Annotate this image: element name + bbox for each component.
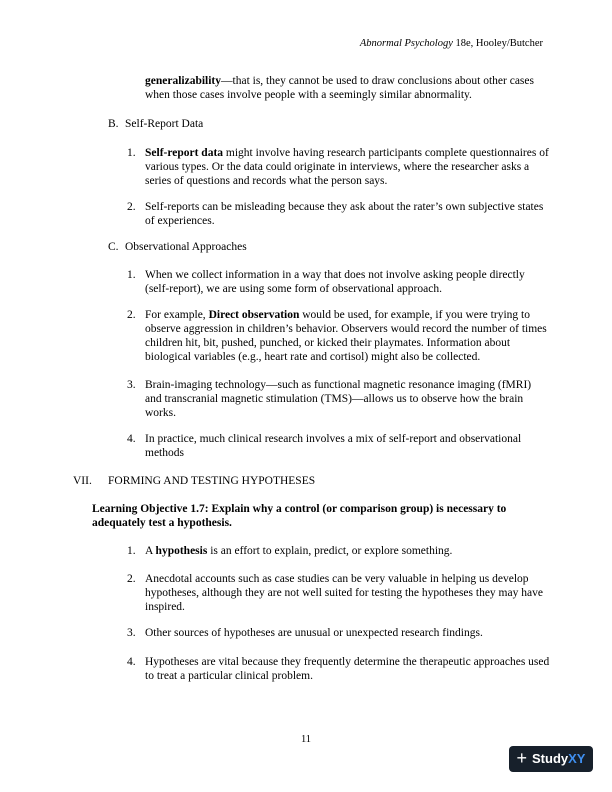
c-item-2-text bbox=[145, 308, 550, 364]
plus-icon: + bbox=[516, 748, 528, 768]
c-item-2-number: 2. bbox=[127, 309, 136, 321]
vii-item-2-number: 2. bbox=[127, 573, 136, 585]
term-direct-observation: Direct observation bbox=[208, 309, 300, 321]
section-b-title: Self-Report Data bbox=[125, 118, 204, 130]
vii-item-1-pre: A bbox=[145, 545, 156, 557]
book-title: Abnormal Psychology bbox=[359, 38, 453, 49]
c-item-2-rest: would be used, for example, if you were trying to observe aggression in children’s behavior. Observers would record the number of times children hit, bit, pushed, punched, or kicked their playmates. Information about biological variables (e.g., heart rate and cortisol) might also be collected. bbox=[145, 309, 547, 363]
continued-text: —that is, they cannot be used to draw conclusions about other cases when those cases involve people with a seemingly similar abnormality. bbox=[145, 75, 534, 101]
studyxy-badge[interactable] bbox=[509, 746, 593, 772]
learning-objective: Learning Objective 1.7: Explain why a control (or comparison group) is necessary to adequately test a hypothesis. bbox=[92, 503, 507, 529]
running-header bbox=[360, 37, 543, 51]
c-item-1-text: When we collect information in a way that does not involve asking people directly (self-report), we are using some form of observational approach. bbox=[145, 269, 525, 295]
vii-item-3-number: 3. bbox=[127, 627, 136, 639]
vii-item-1-number: 1. bbox=[127, 545, 136, 557]
vii-item-3-text: Other sources of hypotheses are unusual or unexpected research findings. bbox=[145, 627, 483, 639]
badge-brand-xy: XY bbox=[568, 751, 586, 766]
badge-label bbox=[532, 752, 585, 766]
section-c-title: Observational Approaches bbox=[125, 241, 247, 253]
c-item-3-number: 3. bbox=[127, 379, 136, 391]
badge-brand-study: Study bbox=[532, 751, 569, 766]
section-b-letter: B. bbox=[108, 118, 119, 130]
c-item-3-text: Brain-imaging technology—such as functional magnetic resonance imaging (fMRI) and transcranial magnetic stimulation (TMS)—allows us to observe how the brain works. bbox=[145, 379, 532, 419]
vii-item-1-rest: is an effort to explain, predict, or explore something. bbox=[207, 545, 453, 557]
b-item-2-number: 2. bbox=[127, 201, 136, 213]
b-item-1-number: 1. bbox=[127, 147, 136, 159]
vii-item-4-number: 4. bbox=[127, 656, 136, 668]
c-item-4-text: In practice, much clinical research involves a mix of self-report and observational methods bbox=[145, 433, 522, 459]
c-item-1-number: 1. bbox=[127, 269, 136, 281]
vii-item-1-text bbox=[145, 544, 550, 558]
c-item-2-pre: For example, bbox=[145, 309, 209, 321]
b-item-2-text: Self-reports can be misleading because they ask about the rater’s own subjective states of experiences. bbox=[145, 201, 544, 227]
term-hypothesis: hypothesis bbox=[155, 545, 208, 557]
page-number: 11 bbox=[300, 734, 312, 745]
section-c-letter: C. bbox=[108, 241, 119, 253]
b-item-1-text bbox=[145, 146, 550, 188]
c-item-4-number: 4. bbox=[127, 433, 136, 445]
section-vii-title: FORMING AND TESTING HYPOTHESES bbox=[108, 475, 316, 487]
term-self-report-data: Self-report data bbox=[145, 147, 224, 159]
continued-paragraph bbox=[145, 74, 550, 102]
vii-item-4-text: Hypotheses are vital because they frequently determine the therapeutic approaches used to treat a particular clinical problem. bbox=[145, 656, 550, 682]
vii-item-2-text: Anecdotal accounts such as case studies can be very valuable in helping us develop hypotheses, although they are not well suited for testing the hypotheses they may have inspired. bbox=[145, 573, 543, 613]
term-generalizability: generalizability bbox=[145, 75, 222, 87]
edition-authors: 18e, Hooley/Butcher bbox=[452, 38, 543, 49]
section-vii-numeral: VII. bbox=[73, 475, 92, 487]
b-item-1-rest: might involve having research participants complete questionnaires of various types. Or the data could originate in interviews, where the researcher asks a series of questions and records what the person says. bbox=[145, 147, 549, 187]
